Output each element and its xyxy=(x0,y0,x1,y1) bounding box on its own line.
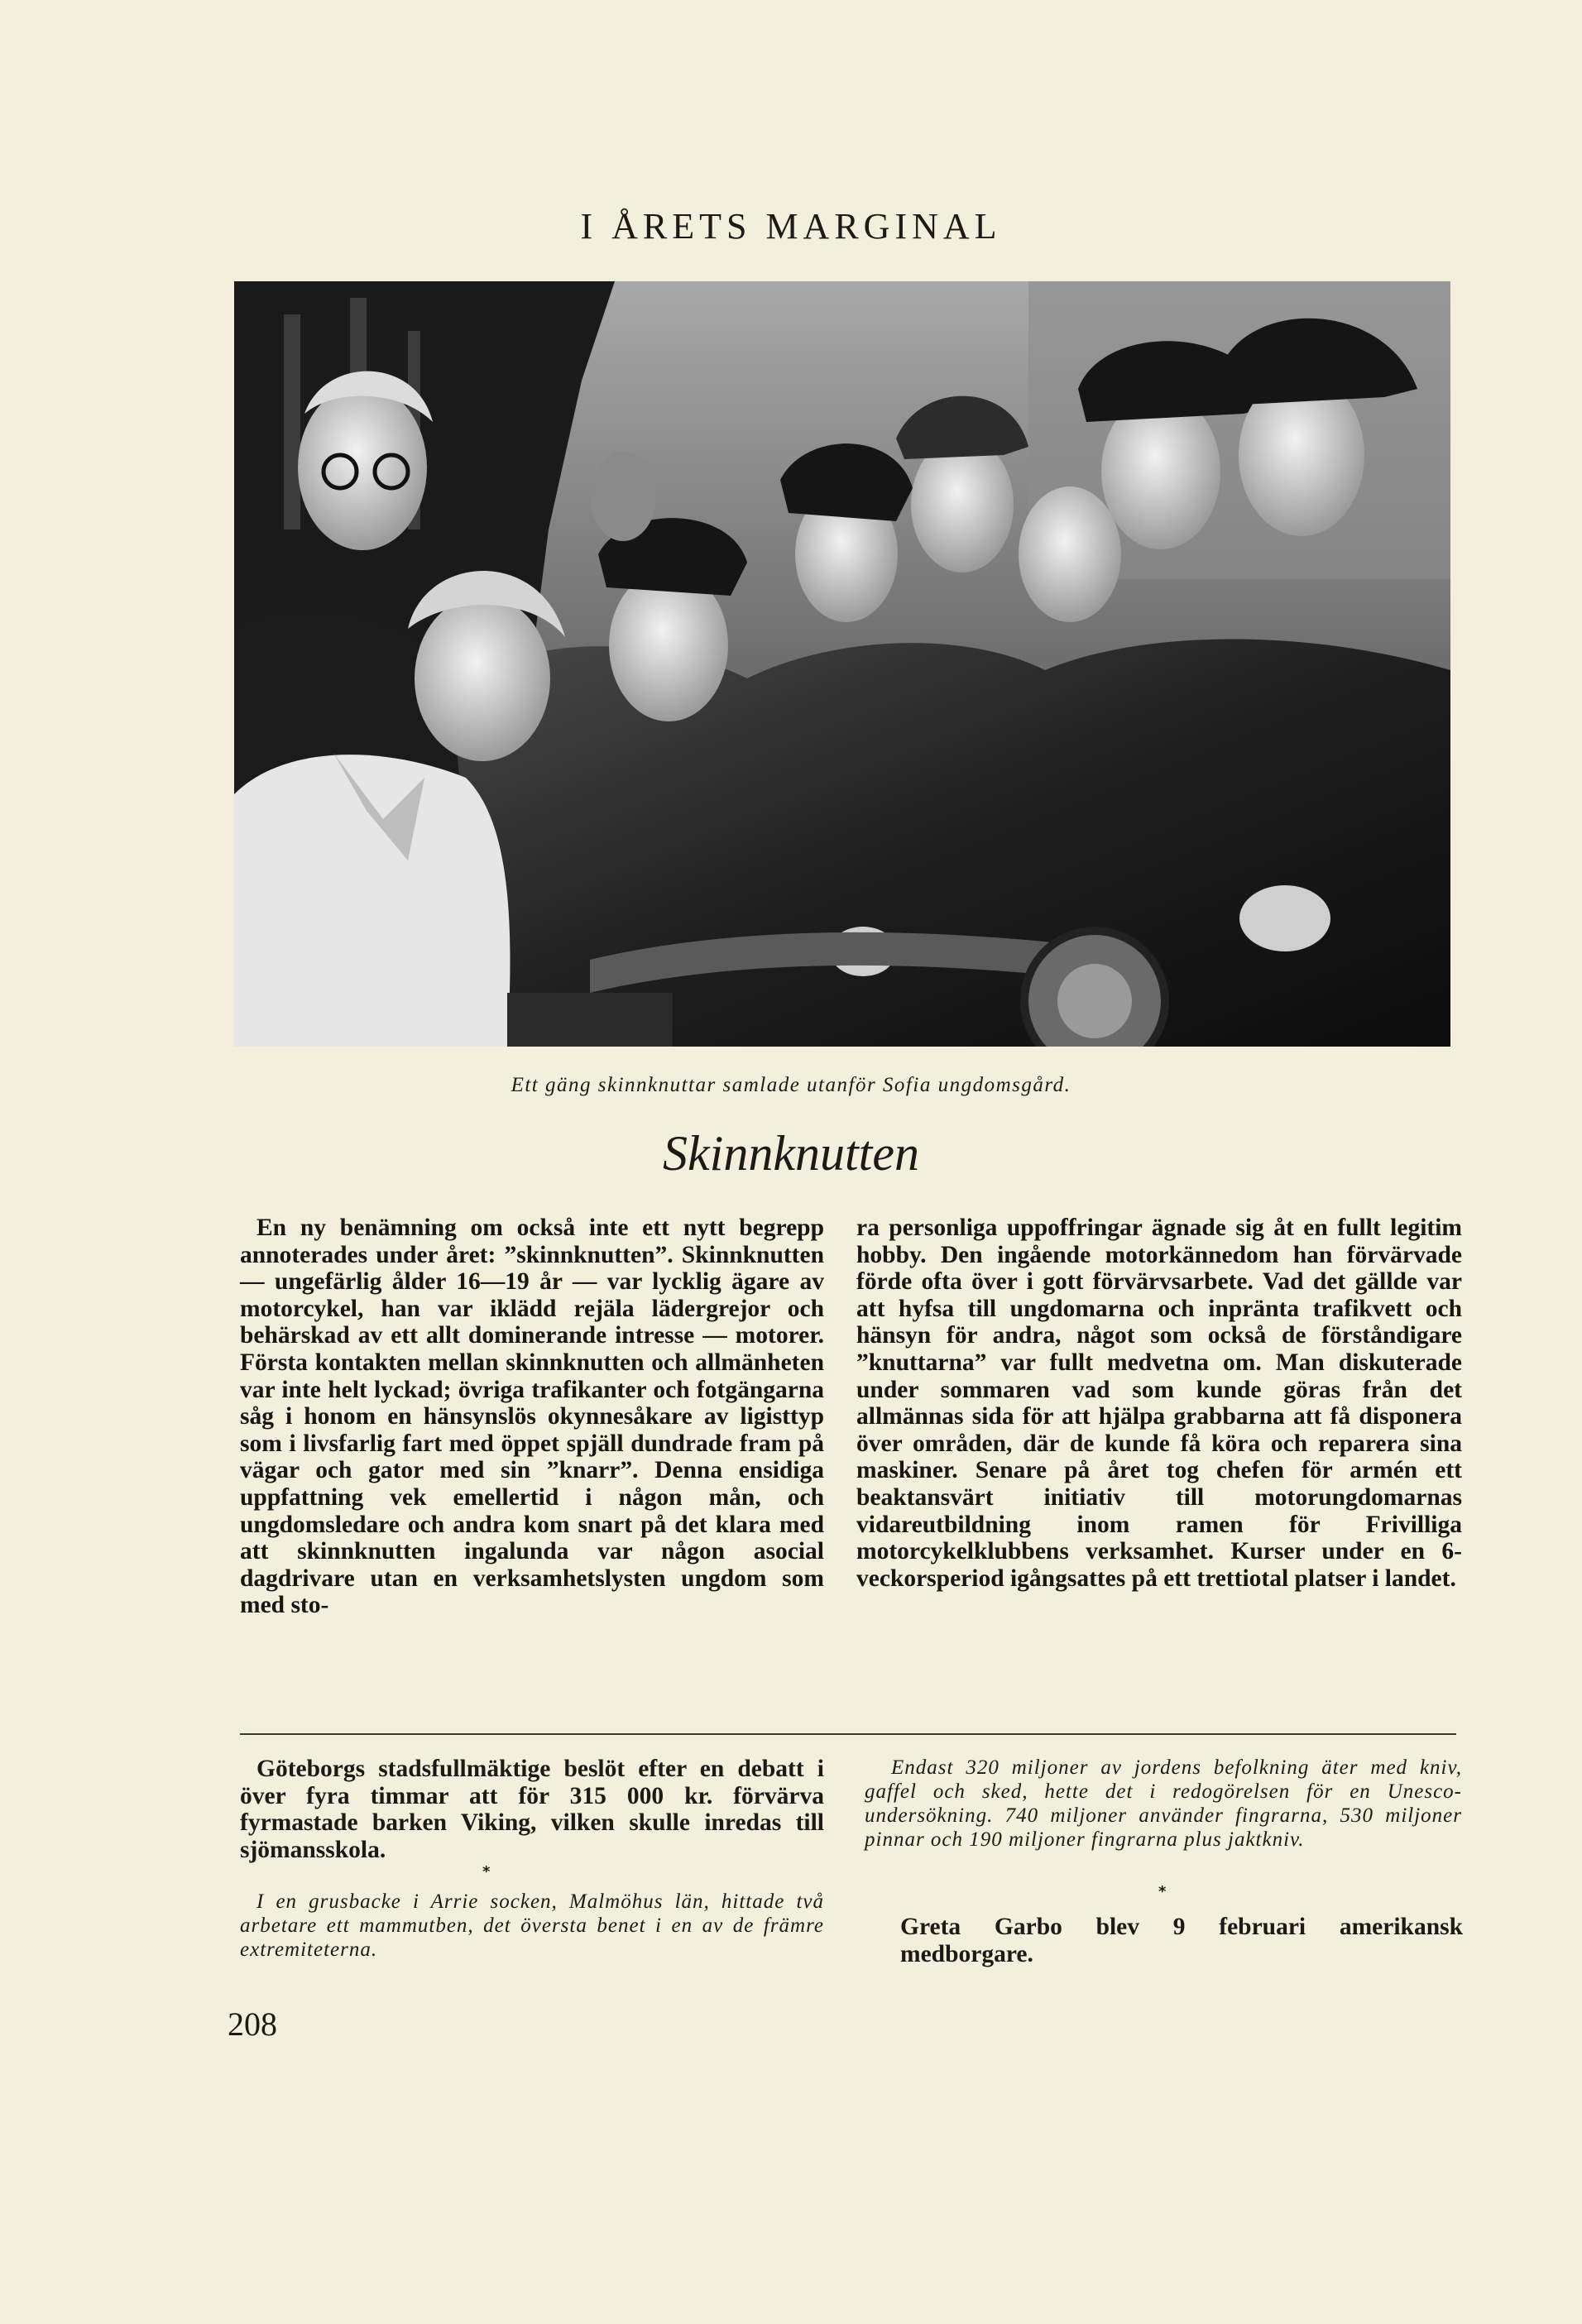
separator-star: * xyxy=(1158,1883,1167,1900)
notice-greta-garbo: Greta Garbo blev 9 februari amerikansk medborgare. xyxy=(900,1914,1463,1967)
photo-illustration xyxy=(234,281,1450,1047)
page-number: 208 xyxy=(228,2005,277,2043)
photograph-motorcycle-youths xyxy=(234,281,1450,1047)
article-column-right: ra personliga uppoffringar ägnade sig åt en fullt legitim hobby. Den ingående motorkännedom han förvärvade förde ofta över i gott förvärvsarbete. Vad det gällde var att hyfsa till ungdomarna och inpränta trafikvett och hänsyn för andra, något som också de förståndigare ”knuttarna” var fullt medvetna om. Man diskuterade under sommaren vad som kunde göras från det allmännas sida för att hjälpa grabbarna att få disponera över områden, där de kunde få köra och reparera sina maskiner. Senare på året tog chefen för armén ett beaktansvärt initiativ till motorungdomarnas vidareutbildning inom ramen för Frivilliga motorcykelklubbens verksamhet. Kurser under en 6-veckorsperiod igångsattes på ett trettiotal platser i landet. xyxy=(856,1215,1462,1592)
separator-star: * xyxy=(482,1863,491,1881)
section-divider xyxy=(240,1733,1456,1735)
article-column-left: En ny benämning om också inte ett nytt begrepp annoterades under året: ”skinnknutten”. Skinnknutten — ungefärlig ålder 16—19 år — var lycklig ägare av motorcykel, han var iklädd rejäla lädergrejor och behärskad av ett allt dominerande intresse — motorer. Första kontakten mellan skinnknutten och allmänheten var inte helt lyckad; övriga trafikanter och fotgängarna såg i honom en hänsynslös okynnesåkare av ligisttyp som i livsfarlig fart med öppet spjäll dundrade fram på vägar och gator med sin ”knarr”. Denna ensidiga uppfattning vek emellertid i någon mån, och ungdomsledare och andra kom snart på det klara med att skinnknutten ingalunda var någon asocial dagdrivare utan en verksamhetslysten ungdom som med sto- xyxy=(240,1215,824,1619)
notice-goteborg-viking: Göteborgs stadsfullmäktige beslöt efter en debatt i över fyra timmar att för 315 000 kr. förvärva fyrmastade barken Viking, vilken skulle inredas till sjömansskola. xyxy=(240,1756,824,1863)
notice-unesco-eating: Endast 320 miljoner av jordens befolkning äter med kniv, gaffel och sked, hette det i redogörelsen för en Unesco-undersökning. 740 miljoner använder fingrarna, 530 miljoner pinnar och 190 miljoner fingrarna plus jaktkniv. xyxy=(865,1756,1462,1851)
photo-caption: Ett gäng skinnknuttar samlade utanför Sofia ungdomsgård. xyxy=(511,1074,1071,1096)
notice-mammoth-bone: I en grusbacke i Arrie socken, Malmöhus län, hittade två arbetare ett mammutben, det översta benet i en av de främre extremiteterna. xyxy=(240,1890,824,1961)
article-title: Skinnknutten xyxy=(663,1126,919,1181)
running-head: I ÅRETS MARGINAL xyxy=(580,206,1002,247)
